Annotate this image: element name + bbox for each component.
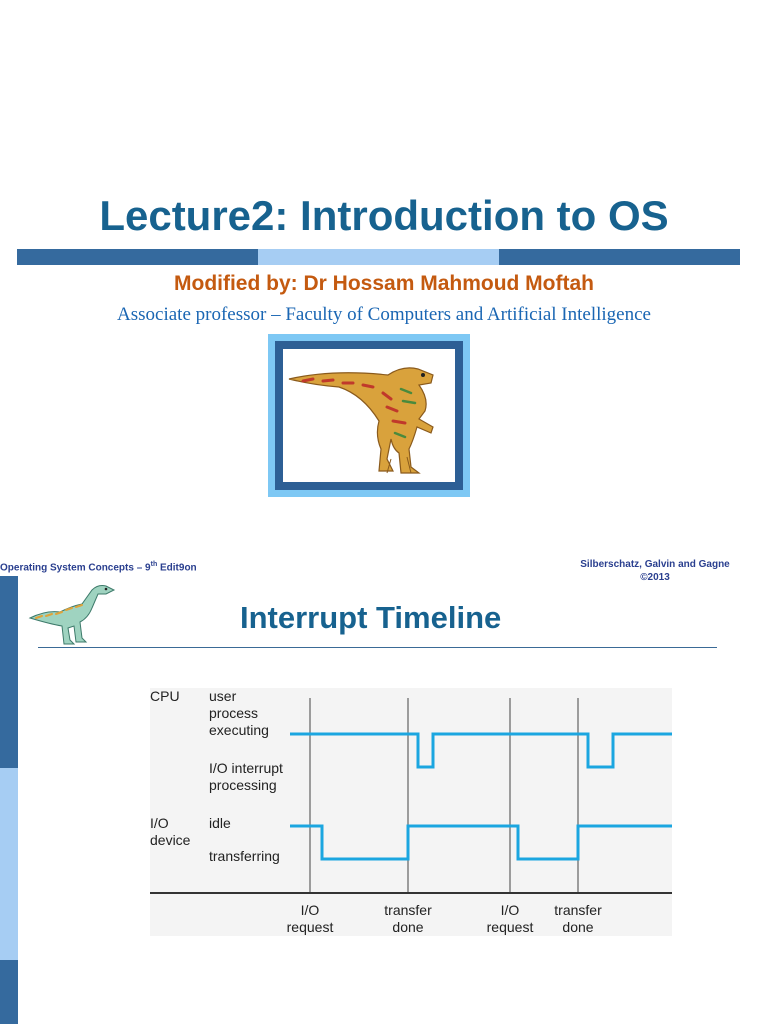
book-title-footer: Operating System Concepts – 9th Edit9on <box>0 561 197 574</box>
authors-footer: Silberschatz, Galvin and Gagne ©2013 <box>580 559 730 583</box>
event-label-io-request-1: I/O request <box>286 902 334 935</box>
cpu-state-user: user process executing <box>209 688 269 738</box>
side-bar-dark-bottom <box>0 960 18 1024</box>
dinosaur-icon <box>26 580 118 646</box>
event-label-transfer-done-2: transfer done <box>554 902 602 935</box>
side-bar-dark-top <box>0 576 18 768</box>
small-dinosaur <box>26 580 118 651</box>
title-underline <box>38 647 717 648</box>
io-state-transferring: transferring <box>209 848 280 864</box>
event-label-io-request-2: I/O request <box>486 902 534 935</box>
modified-by: Modified by: Dr Hossam Mahmoud Moftah <box>174 272 594 295</box>
title-bar-middle <box>258 249 499 265</box>
slide2-title: Interrupt Timeline <box>240 600 502 635</box>
io-signal <box>290 826 672 859</box>
interrupt-timeline-diagram <box>150 688 672 936</box>
io-state-idle: idle <box>209 815 231 831</box>
title-bar-right <box>499 249 740 265</box>
event-label-transfer-done-1: transfer done <box>384 902 432 935</box>
title-bar-left <box>17 249 258 265</box>
dinosaur-image <box>283 349 455 482</box>
side-bar-light <box>0 768 18 960</box>
dinosaur-icon <box>283 349 455 482</box>
cpu-label: CPU <box>150 688 180 704</box>
cpu-signal <box>290 734 672 767</box>
slide1-title: Lecture2: Introduction to OS <box>99 192 669 239</box>
io-device-label: I/O device <box>150 815 191 848</box>
cpu-state-interrupt: I/O interrupt processing <box>209 760 283 793</box>
affiliation: Associate professor – Faculty of Computers and Artificial Intelligence <box>117 304 651 325</box>
